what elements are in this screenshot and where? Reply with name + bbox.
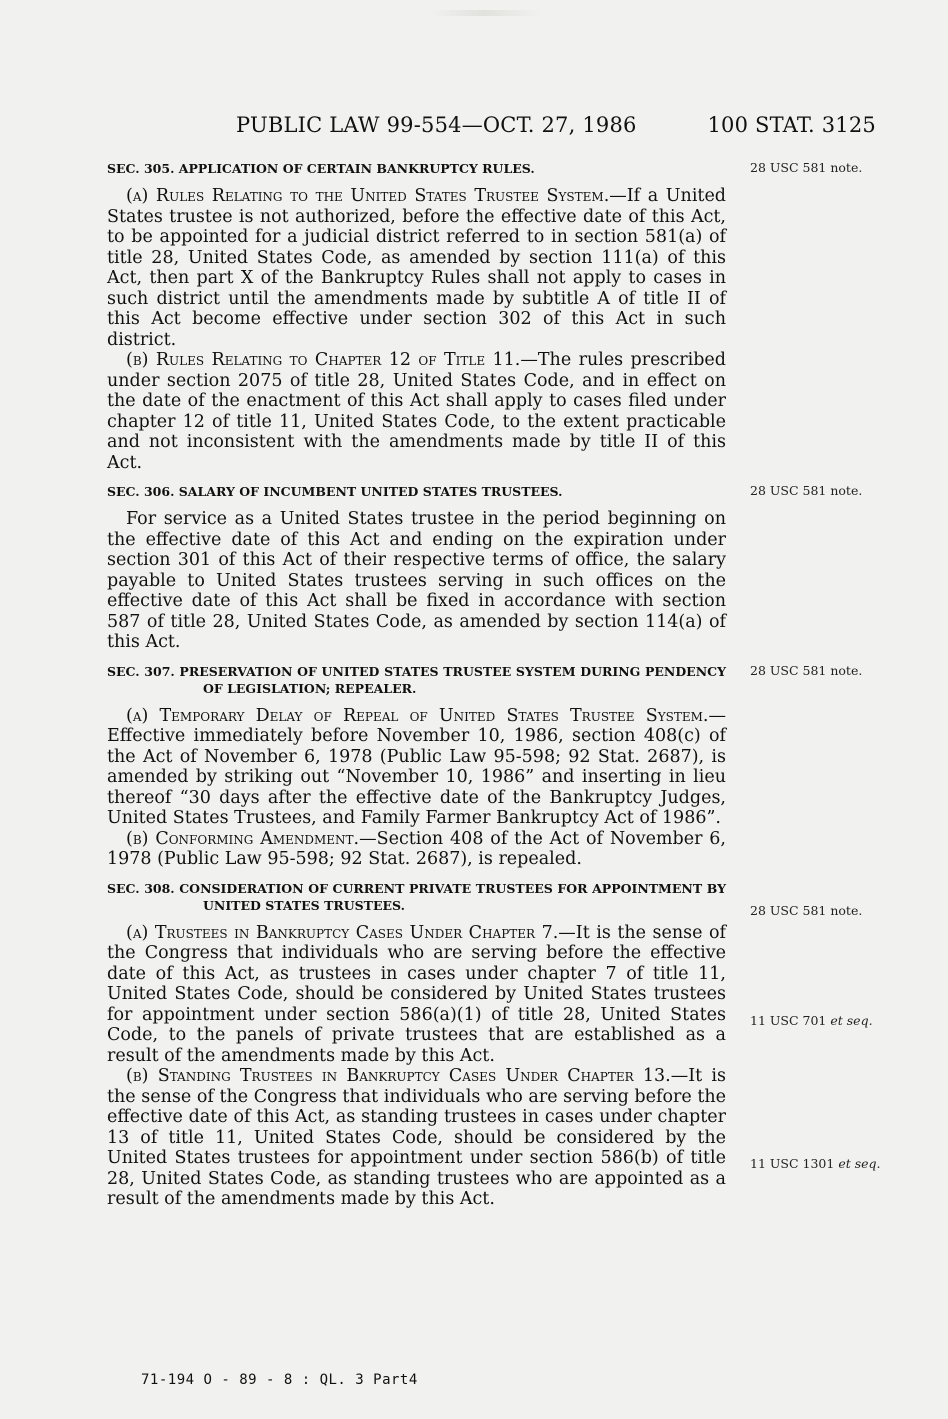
section-305-a-title: (a) Rules Relating to the United States Trustee System. bbox=[126, 186, 610, 206]
page-header bbox=[236, 113, 876, 137]
section-308-a bbox=[107, 923, 726, 1067]
section-308-b bbox=[107, 1066, 726, 1210]
margin-note-308a bbox=[750, 1013, 890, 1029]
section-308-heading: SEC. 308. CONSIDERATION OF CURRENT PRIVATE TRUSTEES FOR APPOINTMENT BY UNITED STATES TRUSTEES. bbox=[107, 880, 726, 913]
section-306-body: For service as a United States trustee in the period beginning on the effective date of this Act and ending on the expiration under section 301 of this Act of their respective terms of office, the salary payable to United States trustees serving in such offices on the effective date of this Act shall be fixed in accordance with section 587 of title 28, United States Code, as amended by section 114(a) of this Act. bbox=[107, 509, 726, 652]
section-308-b-body: —It is the sense of the Congress that individuals who are serving before the effective date of this Act, as standing trustees in cases under chapter 13 of title 11, United States Code, should be considered by the United States trustees for appointment under section 586(b) of title 28, United States Code, as standing trustees who are appointed as a result of the amendments made by this Act. bbox=[107, 1066, 727, 1209]
margin-note-308b-cite: 11 USC 1301 bbox=[750, 1156, 835, 1171]
scan-artifact bbox=[430, 10, 540, 16]
section-307-a bbox=[107, 706, 726, 829]
section-307-b bbox=[107, 829, 726, 870]
section-308-a-title: (a) Trustees in Bankruptcy Cases Under Chapter 7. bbox=[126, 922, 559, 943]
section-306-heading: SEC. 306. SALARY OF INCUMBENT UNITED STATES TRUSTEES. bbox=[107, 484, 563, 499]
margin-note-307: 28 USC 581 note. bbox=[750, 663, 863, 678]
section-305-b-title: (b) Rules Relating to Chapter 12 of Title 11. bbox=[126, 350, 521, 370]
margin-note-308: 28 USC 581 note. bbox=[750, 903, 863, 918]
body-text bbox=[107, 160, 726, 1210]
section-305-heading: SEC. 305. APPLICATION OF CERTAIN BANKRUPTCY RULES. bbox=[107, 161, 535, 176]
print-footer: 71-194 O - 89 - 8 : QL. 3 Part4 bbox=[141, 1372, 418, 1388]
margin-note-308b-seq: et seq. bbox=[838, 1156, 881, 1171]
section-307-b-title: (b) Conforming Amendment. bbox=[126, 828, 360, 849]
header-title: PUBLIC LAW 99-554—OCT. 27, 1986 bbox=[236, 113, 637, 137]
section-305-a-body: —If a United States trustee is not authorized, before the effective date of this Act, to be appointed for a judicial district referred to in section 581(a) of title 28, United States Code, as amended by section 111(a) of this Act, then part X of the Bankruptcy Rules shall not apply to cases in such district until the amendments made by subtitle A of title II of this Act become effective under section 302 of this Act in such district. bbox=[107, 186, 727, 350]
margin-note-308b bbox=[750, 1156, 890, 1172]
section-307-a-body: —Effective immediately before November 10, 1986, section 408(c) of the Act of November 6, 1978 (Public Law 95-598; 92 Stat. 2687), is amended by striking out “November 10, 1986” and inserting in lieu thereof “30 days after the effective date of the Bankruptcy Judges, United States Trustees, and Family Farmer Bankruptcy Act of 1986”. bbox=[107, 705, 726, 828]
margin-note-306: 28 USC 581 note. bbox=[750, 483, 863, 498]
section-308-a-body: —It is the sense of the Congress that individuals who are serving before the effective date of this Act, as trustees in cases under chapter 7 of title 11, United States Code, should be considered by United States trustees for appointment under section 586(a)(1) of title 28, United States Code, to the panels of private trustees that are established as a result of the amendments made by this Act. bbox=[107, 922, 726, 1066]
section-308-b-title: (b) Standing Trustees in Bankruptcy Cases Under Chapter 13. bbox=[126, 1066, 671, 1086]
margin-note-305: 28 USC 581 note. bbox=[750, 160, 863, 175]
section-307-b-body: —Section 408 of the Act of November 6, 1978 (Public Law 95-598; 92 Stat. 2687), is repealed. bbox=[107, 828, 726, 869]
margin-note-308a-seq: et seq. bbox=[830, 1013, 873, 1028]
section-305-a bbox=[107, 186, 726, 350]
margin-note-308a-cite: 11 USC 701 bbox=[750, 1013, 827, 1028]
section-305-b-body: —The rules prescribed under section 2075 of title 28, United States Code, and in effect on the date of the enactment of this Act shall apply to cases filed under chapter 12 of title 11, United States Code, to the extent practicable and not inconsistent with the amendments made by title II of this Act. bbox=[107, 350, 726, 473]
section-305-b bbox=[107, 350, 726, 473]
section-307-heading: SEC. 307. PRESERVATION OF UNITED STATES TRUSTEE SYSTEM DURING PENDENCY OF LEGISLATION; REPEALER. bbox=[107, 663, 726, 696]
header-page-number: 100 STAT. 3125 bbox=[707, 113, 876, 137]
section-307-a-title: (a) Temporary Delay of Repeal of United States Trustee System. bbox=[126, 705, 709, 726]
